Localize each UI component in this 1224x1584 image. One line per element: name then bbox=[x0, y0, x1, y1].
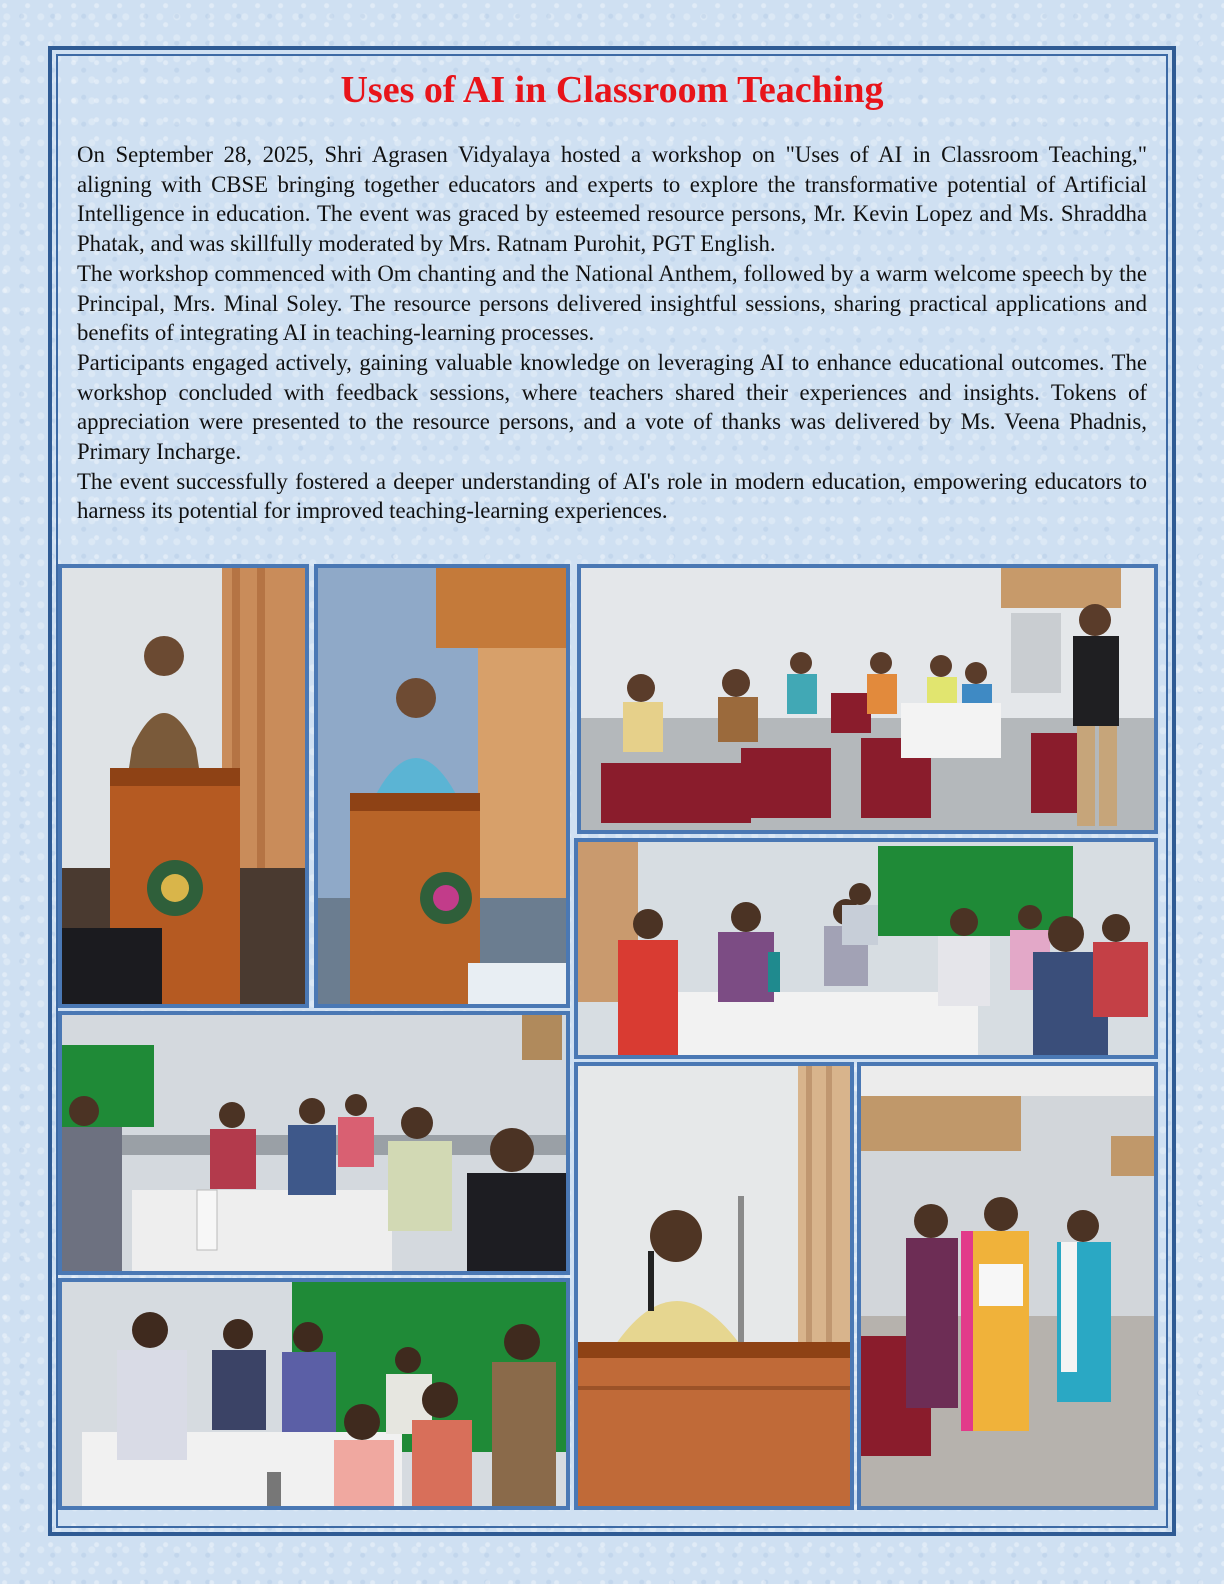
photo-speaker-podium-3 bbox=[574, 1062, 854, 1510]
photo-teachers-group-table bbox=[58, 1011, 570, 1275]
paragraph-intro: On September 28, 2025, Shri Agrasen Vidyalaya hosted a workshop on "Uses of AI in Classroom Teaching," aligning with CBSE bringing together educators and experts to explore the transformative potential of Artificial Intelligence in education. The event was graced by esteemed resource persons, Mr. Kevin Lopez and Ms. Shraddha Phatak, and was skillfully moderated by Mrs. Ratnam Purohit, PGT English. bbox=[77, 142, 1147, 257]
photo-vote-of-thanks bbox=[857, 1062, 1158, 1510]
paragraph-participation: Participants engaged actively, gaining valuable knowledge on leveraging AI to enhance educational outcomes. The workshop concluded with feedback sessions, where teachers shared their experiences and insights. Tokens of appreciation were presented to the resource persons, and a vote of thanks was delivered by Ms. Veena Phadnis, Primary Incharge. bbox=[77, 349, 1147, 465]
paragraph-conclusion: The event successfully fostered a deeper understanding of AI's role in modern education, empowering educators to harness its potential for improved teaching-learning experiences. bbox=[77, 468, 1147, 524]
article-body bbox=[77, 140, 1147, 526]
photo-teachers-group-activity bbox=[58, 1278, 570, 1510]
photo-speaker-podium-2 bbox=[314, 564, 570, 1008]
page-title: Uses of AI in Classroom Teaching bbox=[340, 69, 884, 111]
photo-resource-person-session bbox=[577, 564, 1158, 834]
paragraph-commencement: The workshop commenced with Om chanting and the National Anthem, followed by a warm welcome speech by the Principal, Mrs. Minal Soley. The resource persons delivered insightful sessions, sharing practical applications and benefits of integrating AI in teaching-learning processes. bbox=[77, 260, 1147, 346]
photo-speaker-podium-1 bbox=[58, 564, 309, 1008]
photo-teachers-seated-green-board bbox=[574, 838, 1158, 1059]
